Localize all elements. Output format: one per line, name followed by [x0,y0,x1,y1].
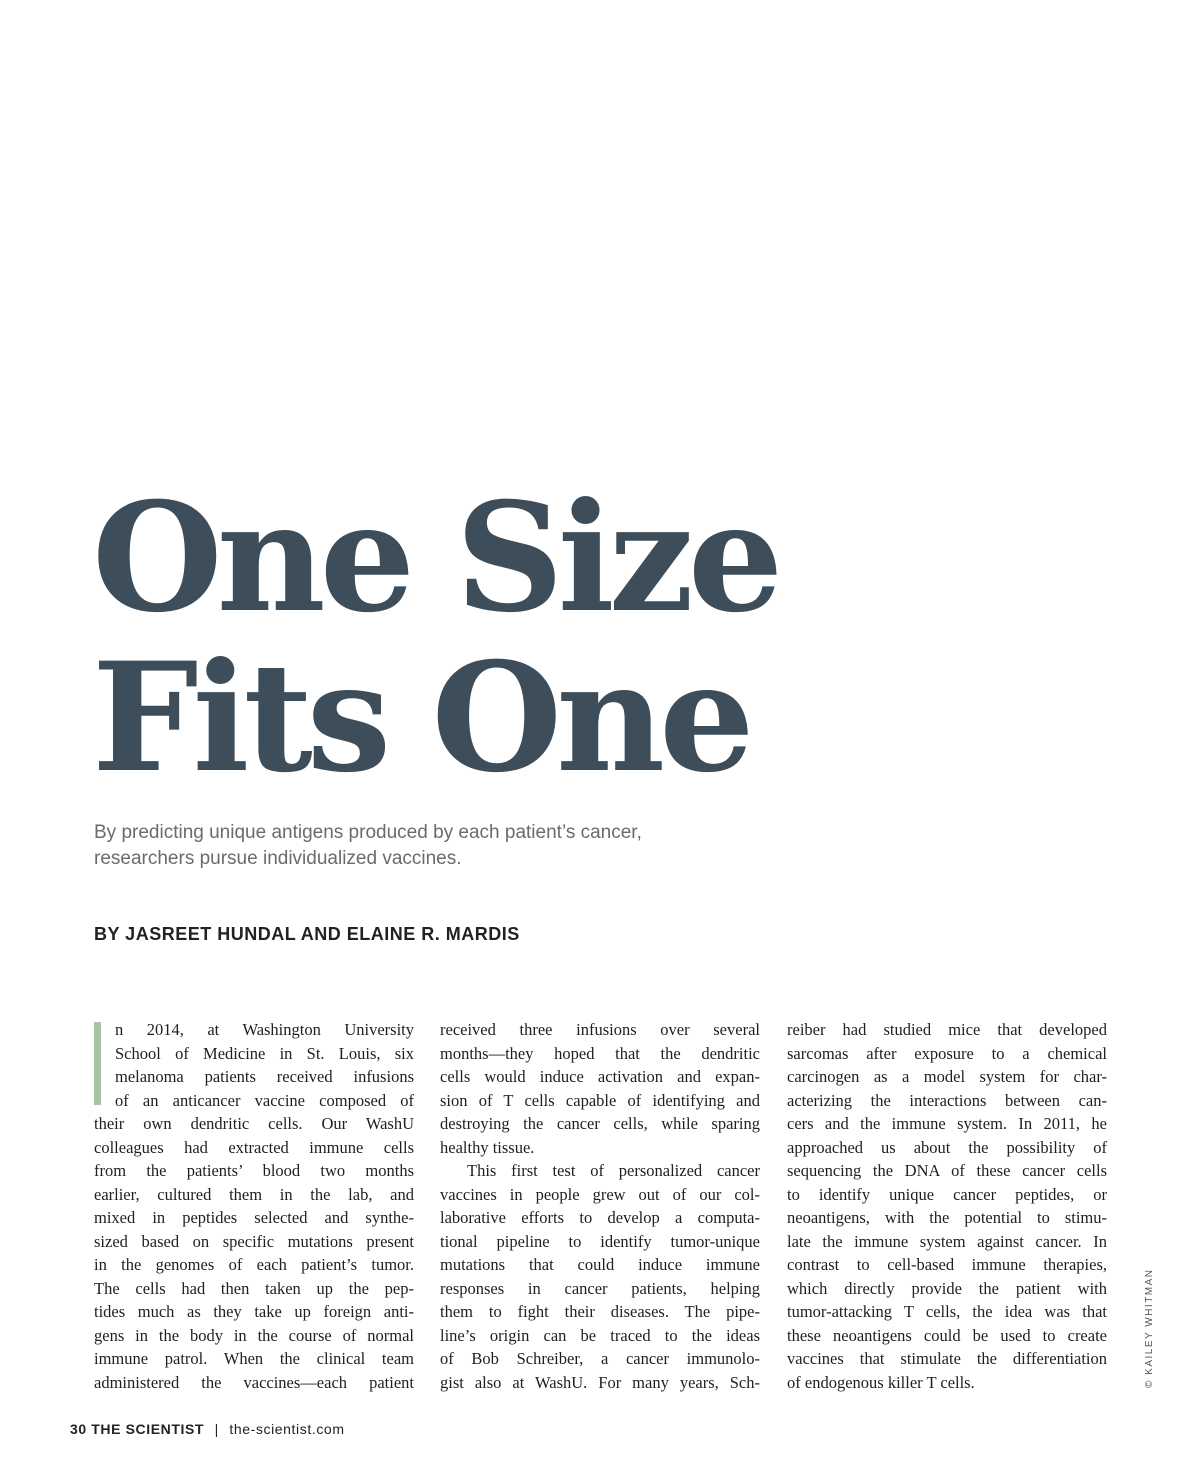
body-line: colleagues had extracted immune cells [94,1137,414,1157]
body-line: contrast to cell-based immune therapies, [787,1255,1107,1274]
body-line: their own dendritic cells. Our WashU [94,1114,414,1133]
body-line: carcinogen as a model system for char- [787,1067,1107,1086]
body-line: gist also at WashU. For many years, Sch- [440,1372,760,1392]
body-line: in the genomes of each patient’s tumor. [94,1255,414,1274]
body-line: these neoantigens could be used to create [787,1325,1107,1345]
body-line: approached us about the possibility of [787,1137,1107,1157]
body-line: tides much as they take up foreign anti- [94,1302,414,1321]
body-column-3 [787,1018,1107,1394]
body-line: received three infusions over several [440,1020,760,1039]
magazine-url: the-scientist.com [229,1421,345,1437]
body-line: sarcomas after exposure to a chemical [787,1043,1107,1063]
body-line: destroying the cancer cells, while sparing [440,1114,760,1133]
body-line: This first test of personalized cancer [467,1161,760,1180]
body-line: of Bob Schreiber, a cancer immunolo- [440,1349,760,1368]
body-line: responses in cancer patients, helping [440,1278,760,1298]
magazine-name: THE SCIENTIST [91,1421,205,1437]
body-line: late the immune system against cancer. In [787,1231,1107,1251]
body-line: from the patients’ blood two months [94,1161,414,1180]
byline: BY JASREET HUNDAL AND ELAINE R. MARDIS [94,924,520,944]
body-line: sequencing the DNA of these cancer cells [787,1161,1107,1180]
body-line: earlier, cultured them in the lab, and [94,1184,414,1204]
body-line: The cells had then taken up the pep- [94,1278,414,1298]
body-line: vaccines in people grew out of our col- [440,1184,760,1204]
body-line: gens in the body in the course of normal [94,1325,414,1345]
body-line: which directly provide the patient with [787,1278,1107,1298]
body-line: n 2014, at Washington University [115,1020,414,1039]
article-title [92,470,778,806]
body-line: melanoma patients received infusions [115,1067,414,1086]
body-line: laborative efforts to develop a computa- [440,1208,760,1227]
body-line: tumor-attacking T cells, the idea was that [787,1302,1107,1321]
body-line: administered the vaccines—each patient [94,1372,414,1392]
footer-separator: | [214,1421,219,1437]
body-line: reiber had studied mice that developed [787,1020,1107,1039]
body-line: healthy tissue. [440,1137,535,1157]
body-line: to identify unique cancer peptides, or [787,1184,1107,1204]
body-line: sion of T cells capable of identifying and [440,1090,760,1110]
body-line: mixed in peptides selected and synthe- [94,1208,414,1227]
title-line: One Size [92,470,778,646]
page-footer [70,1421,345,1437]
body-line: months—they hoped that the dendritic [440,1043,760,1063]
body-line: of an anticancer vaccine composed of [115,1090,414,1110]
photo-credit: © KAILEY WHITMAN [1144,1268,1155,1388]
body-line: immune patrol. When the clinical team [94,1349,414,1368]
article-deck [94,820,794,872]
body-line: cers and the immune system. In 2011, he [787,1114,1107,1133]
body-line: cells would induce activation and expan- [440,1067,760,1086]
body-column-2 [440,1018,760,1394]
body-line: vaccines that stimulate the differentiation [787,1349,1107,1368]
body-line: of endogenous killer T cells. [787,1372,975,1392]
deck-line: By predicting unique antigens produced by each patient’s cancer, [94,822,642,843]
body-line: School of Medicine in St. Louis, six [115,1043,414,1063]
body-line: them to fight their diseases. The pipe- [440,1302,760,1321]
title-line: Fits One [92,630,749,806]
body-line: tional pipeline to identify tumor-unique [440,1231,760,1251]
body-line: neoantigens, with the potential to stimu- [787,1208,1107,1227]
body-line: mutations that could induce immune [440,1255,760,1274]
deck-line: researchers pursue individualized vaccines. [94,848,462,869]
body-line: line’s origin can be traced to the ideas [440,1325,760,1345]
body-line: sized based on specific mutations present [94,1231,414,1251]
body-line: acterizing the interactions between can- [787,1090,1107,1110]
page-number: 30 [70,1421,87,1437]
body-column-1 [94,1018,414,1394]
